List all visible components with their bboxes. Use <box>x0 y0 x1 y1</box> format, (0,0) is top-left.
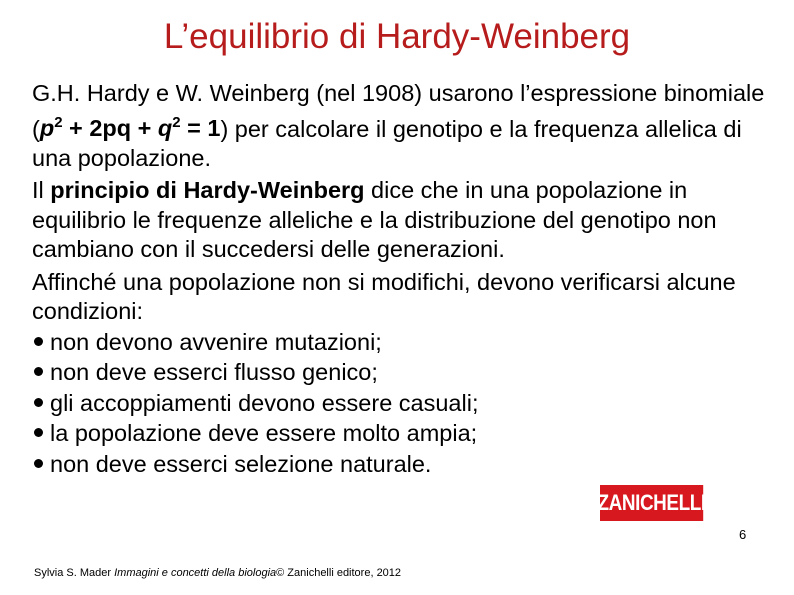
book-title: Immagini e concetti della biologia <box>114 567 277 579</box>
principle-term: principio di Hardy-Weinberg <box>50 177 365 204</box>
paragraph-principle: Il principio di Hardy-Weinberg dice che in una popolazione in equilibrio le frequenze alleliche e la distribuzione del genotipo non cambiano con il succedersi delle generazioni. <box>32 177 717 263</box>
slide-title: L’equilibrio di Hardy-Weinberg <box>163 17 631 56</box>
footer-credit: Sylvia S. Mader Immagini e concetti della biologia© Zanichelli editore, 2012 <box>34 567 402 579</box>
paragraph-hardy-weinberg-history <box>32 79 772 173</box>
list-item: non devono avvenire mutazioni; <box>32 327 772 358</box>
zanichelli-logo: ZANICHELLI <box>600 485 703 521</box>
list-item: non deve esserci selezione naturale. <box>32 449 772 480</box>
list-item: gli accoppiamenti devono essere casuali; <box>32 388 772 419</box>
slide-body <box>32 79 772 479</box>
p1-text-before-formula: G.H. Hardy e W. Weinberg (nel 1908) usarono l’espressione binomiale ( <box>32 80 765 142</box>
conditions-list <box>32 327 772 480</box>
page-number: 6 <box>739 527 747 542</box>
binomial-formula: $p^2 + 2pq + q^2 = 1$ <box>39 114 221 142</box>
p1-text-after-formula: ) per calcolare il genotipo e la frequenza allelica di una popolazione. <box>32 115 742 171</box>
list-item: non deve esserci flusso genico; <box>32 357 772 388</box>
paragraph-conditions-intro: Affinché una popolazione non si modifichi, devono verificarsi alcune condizioni: <box>32 268 736 325</box>
list-item: la popolazione deve essere molto ampia; <box>32 418 772 449</box>
